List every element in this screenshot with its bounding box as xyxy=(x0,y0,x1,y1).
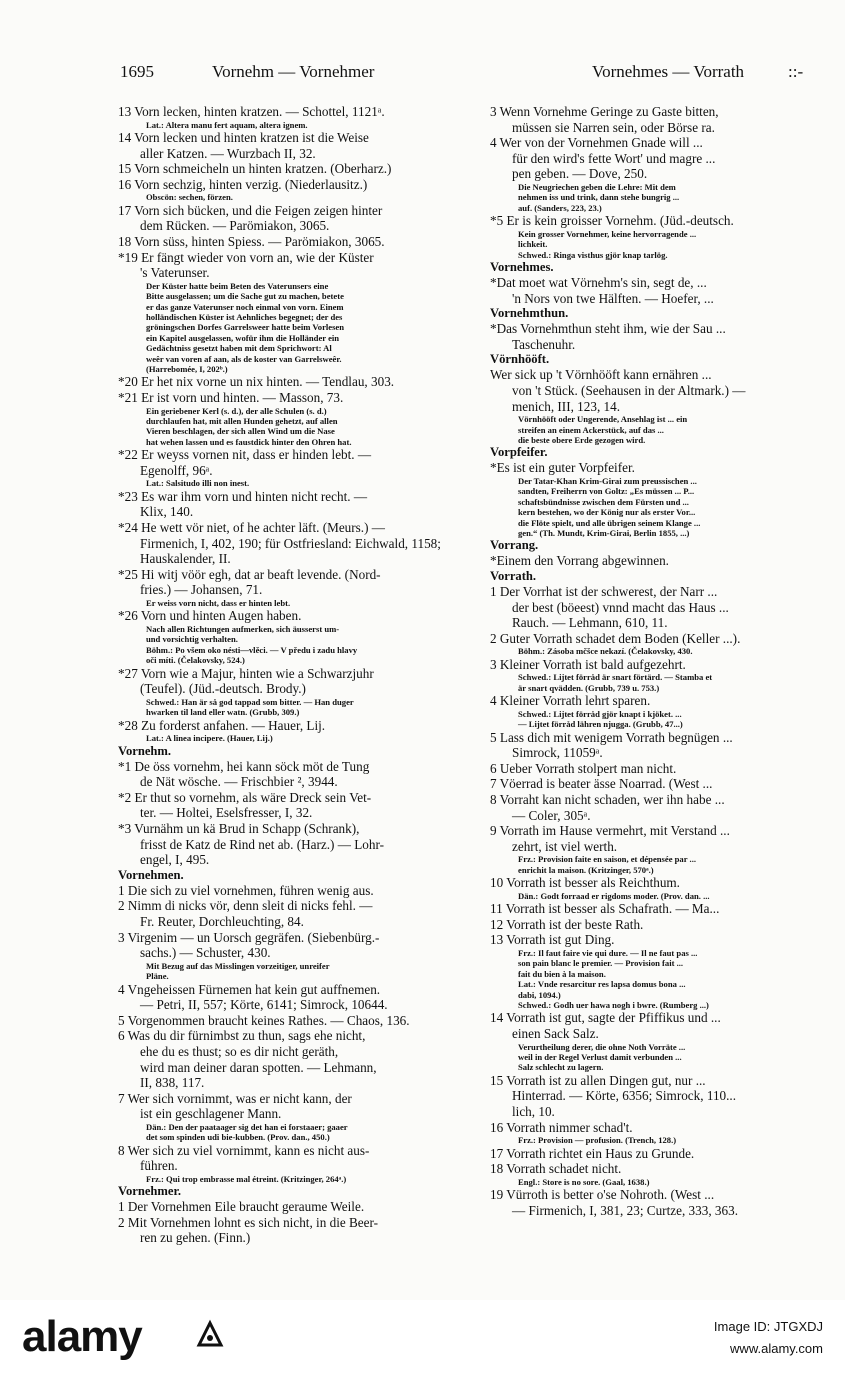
alamy-logo-icon xyxy=(196,1320,224,1348)
proverb-line: 2 Guter Vorrath schadet dem Boden (Keller ...). xyxy=(490,630,741,646)
proverb-entry xyxy=(490,693,825,729)
proverb-line: *21 Er ist vorn und hinten. — Masson, 73. xyxy=(118,390,344,405)
note-line: weil in der Regel Verlust damit verbunden ... xyxy=(518,1051,682,1062)
proverb-line: engel, I, 495. xyxy=(140,852,210,868)
proverb-line: 's Vaterunser. xyxy=(140,265,210,281)
proverb-entry xyxy=(118,104,484,130)
proverb-line: 1 Der Vorrhat ist der schwerest, der Narr ... xyxy=(490,584,718,599)
proverb-line: *19 Er fängt wieder von vorn an, wie der Küster xyxy=(118,249,374,265)
section-heading: Vorrath. xyxy=(490,569,537,583)
proverb-entry xyxy=(118,390,484,447)
note-line: gen.“ (Th. Mundt, Krim-Girai, Berlin 1855, ...) xyxy=(518,528,690,538)
note-line: Verurtheilung derer, die ohne Noth Vorräte ... xyxy=(518,1041,686,1052)
note-line: Frz.: Qui trop embrasse mal étreint. (Kritzinger, 264ᵃ.) xyxy=(146,1173,347,1184)
note-line: — Lijtet förråd lähren njugga. (Grubb, 47...) xyxy=(518,719,683,730)
proverb-entry xyxy=(118,1215,484,1246)
proverb-entry xyxy=(490,792,825,823)
note-line: son pain blanc le premier. — Provision fait ... xyxy=(518,958,684,969)
section-heading: Vorpfeifer. xyxy=(490,445,548,460)
note-line: Obscön: sechen, förzen. xyxy=(146,192,233,203)
proverb-entry xyxy=(118,1143,484,1185)
note-line: lichkeit. xyxy=(518,239,548,250)
right-column xyxy=(490,104,825,1234)
note-line: gröningschen Dorfes Garrelsweer hatte beim Vorlesen xyxy=(146,322,345,333)
proverb-line: menich, III, 123, 14. xyxy=(512,398,621,414)
note-line: Frz.: Provision faite en saison, et dépensée par ... xyxy=(518,854,696,865)
proverb-entry xyxy=(118,898,484,929)
note-line: (Harrebomée, I, 202ᵇ.) xyxy=(146,364,228,374)
proverb-line: 8 Wer sich zu viel vornimmt, kann es nicht aus- xyxy=(118,1142,370,1158)
proverb-entry xyxy=(118,759,484,790)
proverb-entry xyxy=(118,883,484,899)
note-line: streifen an einem Ackerstück, auf das ... xyxy=(518,424,664,435)
note-line: Lat.: Altera manu fert aquam, altera ignem. xyxy=(146,119,308,130)
section-heading-entry xyxy=(490,306,825,321)
note-line: Lat.: Vnde resarcitur res lapsa domus bona ... xyxy=(518,979,686,990)
proverb-line: 10 Vorrath ist besser als Reichthum. xyxy=(490,875,680,891)
running-header xyxy=(120,62,821,88)
proverb-line: fries.) — Johansen, 71. xyxy=(140,582,263,598)
proverb-line: 5 Lass dich mit wenigem Vorrath begnügen ... xyxy=(490,729,733,745)
proverb-line: Taschenuhr. xyxy=(512,336,576,352)
proverb-line: 15 Vorn schmeicheln un hinten kratzen. (Oberharz.) xyxy=(118,161,392,177)
proverb-entry xyxy=(490,875,825,901)
proverb-entry xyxy=(118,1013,484,1029)
proverb-line: Simrock, 11059ᵃ. xyxy=(512,745,603,761)
proverb-entry xyxy=(118,790,484,821)
proverb-line: 14 Vorn lecken und hinten kratzen ist die Weise xyxy=(118,130,369,145)
proverb-line: Hinterrad. — Körte, 6356; Simrock, 110... xyxy=(512,1088,737,1104)
note-line: Gedächtniss gesetzt haben mit dem Sprichwort: Al xyxy=(146,343,332,354)
proverb-line: *22 Er weyss vornen nit, dass er hinden lebt. — xyxy=(118,447,372,463)
proverb-line: II, 838, 117. xyxy=(140,1075,205,1091)
note-line: oči míti. (Čelakovsky, 524.) xyxy=(146,655,245,666)
note-line: Pläne. xyxy=(146,971,169,982)
note-line: Salz schlecht zu lagern. xyxy=(518,1062,604,1073)
note-line: Ein geriebener Kerl (s. d.), der alle Schulen (s. d.) xyxy=(146,405,327,416)
proverb-line: Hauskalender, II. xyxy=(140,551,231,567)
section-heading-entry xyxy=(118,744,484,759)
proverb-line: 15 Vorrath ist zu allen Dingen gut, nur ... xyxy=(490,1072,706,1088)
proverb-line: 16 Vorn sechzig, hinten verzig. (Niederlausitz.) xyxy=(118,176,368,192)
proverb-line: 6 Ueber Vorrath stolpert man nicht. xyxy=(490,760,677,776)
proverb-entry xyxy=(118,520,484,567)
proverb-line: 9 Vorrath im Hause vermehrt, mit Verstand ... xyxy=(490,823,730,839)
section-heading-entry xyxy=(490,538,825,553)
proverb-line: pen geben. — Dove, 250. xyxy=(512,166,648,182)
proverb-entry xyxy=(118,161,484,177)
proverb-entry xyxy=(118,821,484,868)
note-line: Schwed.: Lijtet förråd gjör knapt i kjöket. ... xyxy=(518,708,682,719)
proverb-line: *27 Vorn wie a Majur, hinten wie a Schwarzjuhr xyxy=(118,665,374,681)
note-line: Der Küster hatte beim Beten des Vaterunsers eine xyxy=(146,280,329,291)
proverb-entry xyxy=(490,213,825,260)
proverb-line: — Firmenich, I, 381, 23; Curtze, 333, 363. xyxy=(512,1202,738,1218)
proverb-entry xyxy=(118,1199,484,1215)
proverb-entry xyxy=(490,631,825,657)
proverb-entry xyxy=(490,1073,825,1120)
note-line: Lat.: A linea incipere. (Hauer, Lij.) xyxy=(146,733,273,744)
proverb-line: 8 Vorraht kan nicht schaden, wer ihn habe ... xyxy=(490,791,725,807)
proverb-line: *25 Hi witj vöör egh, dat ar beaft levende. (Nord- xyxy=(118,566,381,582)
proverb-entry xyxy=(118,203,484,234)
proverb-line: aller Katzen. — Wurzbach II, 32. xyxy=(140,145,316,161)
proverb-entry xyxy=(490,932,825,1010)
proverb-line: *5 Er is kein groisser Vornehm. (Jüd.-deutsch. xyxy=(490,213,734,229)
note-line: Engl.: Store is no sore. (Gaal, 1638.) xyxy=(518,1176,650,1187)
note-line: det som spinden udi bie-kubben. (Prov. dan., 450.) xyxy=(146,1132,330,1143)
proverb-line: *26 Vorn und hinten Augen haben. xyxy=(118,608,302,624)
note-line: nehmen iss und trink, dann stehe bungrig ... xyxy=(518,192,680,203)
note-line: Böhm.: Zásoba mčšce nekazí. (Čelakovsky, 430. xyxy=(518,646,693,657)
proverb-entry xyxy=(118,234,484,250)
proverb-entry xyxy=(490,104,825,135)
note-line: Frz.: Il faut faire vie qui dure. — Il ne faut pas ... xyxy=(518,947,698,958)
proverb-line: 7 Vöerrad is beater ässe Noarrad. (West ... xyxy=(490,776,713,792)
proverb-entry xyxy=(490,1120,825,1146)
section-heading: Vörnhööft. xyxy=(490,352,550,367)
proverb-line: *1 De öss vornehm, hei kann söck möt de Tung xyxy=(118,758,370,774)
note-line: Er weiss vorn nicht, dass er hinten lebt. xyxy=(146,597,291,608)
note-line: weêr van voren af aan, als de koster van Garrelsweêr. xyxy=(146,353,342,364)
proverb-line: 3 Virgenim — un Uorsch gegräfen. (Siebenbürg.- xyxy=(118,929,380,945)
note-line: Mit Bezug auf das Misslingen vorzeitiger, unreifer xyxy=(146,960,330,971)
proverb-line: Firmenich, I, 402, 190; für Ostfriesland: Eichwald, 1158; xyxy=(140,535,441,551)
note-line: Kein grosser Vornehmer, keine hervorragende ... xyxy=(518,228,697,239)
header-left-title: Vornehm — Vornehmer xyxy=(212,62,375,81)
note-line: kern bestehen, wo der König nur als erster Vor... xyxy=(518,507,696,518)
note-line: holländischen Küster ist Aehnliches begegnet; der des xyxy=(146,311,343,322)
proverb-line: ren zu gehen. (Finn.) xyxy=(140,1230,251,1246)
proverb-line: 11 Vorrath ist besser als Schafrath. — Ma... xyxy=(490,901,720,917)
proverb-line: 14 Vorrath ist gut, sagte der Pfiffikus und ... xyxy=(490,1010,721,1026)
proverb-line: Klix, 140. xyxy=(140,504,194,520)
section-heading-entry xyxy=(118,868,484,883)
proverb-entry xyxy=(490,460,825,538)
proverb-line: 13 Vorrath ist gut Ding. xyxy=(490,932,615,948)
proverb-line: 4 Wer von der Vornehmen Gnade will ... xyxy=(490,135,703,151)
proverb-line: 3 Kleiner Vorrath ist bald aufgezehrt. xyxy=(490,656,686,672)
proverb-entry xyxy=(118,177,484,203)
left-column xyxy=(118,104,484,1246)
proverb-entry xyxy=(490,730,825,761)
proverb-entry xyxy=(490,1010,825,1072)
proverb-entry xyxy=(118,374,484,390)
note-line: Lat.: Salsitudo illi non inest. xyxy=(146,478,250,489)
proverb-line: frisst de Katz de Rind net ab. (Harz.) — Lohr- xyxy=(140,836,384,852)
note-line: Bitte ausgelassen; um die Sache gut zu machen, betete xyxy=(146,291,344,302)
proverb-entry xyxy=(118,982,484,1013)
proverb-line: wird man deiner daran spotten. — Lehmann, xyxy=(140,1059,377,1075)
note-line: enrichit la maison. (Kritzinger, 570ᵃ.) xyxy=(518,864,654,875)
proverb-line: *23 Es war ihm vorn und hinten nicht recht. — xyxy=(118,488,368,504)
note-line: ein Kapitel ausgelassen, wofür ihm die Holländer ein xyxy=(146,332,340,343)
proverb-line: de Nät wösche. — Frischbier ², 3944. xyxy=(140,774,338,790)
proverb-line: 1 Der Vornehmen Eile braucht geraume Weile. xyxy=(118,1199,365,1215)
proverb-line: 18 Vorrath schadet nicht. xyxy=(490,1161,622,1177)
proverb-entry xyxy=(490,823,825,875)
proverb-line: 4 Vngeheissen Fürnemen hat kein gut auffnemen. xyxy=(118,981,381,997)
section-heading: Vornehmer. xyxy=(118,1184,182,1199)
proverb-entry xyxy=(118,1091,484,1143)
section-heading-entry xyxy=(490,352,825,367)
proverb-line: ehe du es thust; so es dir nicht geräth, xyxy=(140,1043,339,1059)
proverb-line: *Das Vornehmthun steht ihm, wie der Sau ... xyxy=(490,321,726,337)
proverb-entry xyxy=(118,130,484,161)
proverb-line: 2 Mit Vornehmen lohnt es sich nicht, in die Beer- xyxy=(118,1214,379,1230)
image-id: Image ID: JTGXDJ xyxy=(713,1319,823,1334)
note-line: Die Neugriechen geben die Lehre: Mit dem xyxy=(518,181,676,192)
proverb-entry xyxy=(118,1028,484,1090)
note-line: Dän.: Den der paataager sig det han ei forstaaer; gaaer xyxy=(146,1121,348,1132)
proverb-line: von 't Stück. (Seehausen in der Altmark.) — xyxy=(512,382,746,398)
proverb-line: *Einem den Vorrang abgewinnen. xyxy=(490,553,669,569)
proverb-line: 6 Was du dir fürnimbst zu thun, sags ehe nicht, xyxy=(118,1028,366,1044)
note-line: die Flöte spielt, und alle übrigen seinem Klange ... xyxy=(518,517,701,528)
note-line: hwarken til land eller watn. (Grubb, 309.) xyxy=(146,707,300,718)
proverb-entry xyxy=(490,367,825,445)
note-line: dabi, 1094.) xyxy=(518,989,561,1000)
proverb-line: dem Rücken. — Parömiakon, 3065. xyxy=(140,218,330,234)
section-heading-entry xyxy=(490,445,825,460)
proverb-entry xyxy=(490,1187,825,1218)
section-heading: Vornehm. xyxy=(118,743,172,758)
section-heading-entry xyxy=(490,569,825,584)
proverb-line: sachs.) — Schuster, 430. xyxy=(140,945,271,961)
note-line: Dän.: Godt forraad er rigdoms moder. (Prov. dan. ... xyxy=(518,890,710,901)
proverb-line: 13 Vorn lecken, hinten kratzen. — Schottel, 1121ᵃ. xyxy=(118,104,385,119)
note-line: Schwed.: Godh uer hawa nogh i bwre. (Rumberg ...) xyxy=(518,999,709,1010)
note-line: sandten, Freiherrn von Goltz: „Es müssen ... P... xyxy=(518,486,695,497)
note-line: hat wehen lassen und es faustdick hinter den Ohren hat. xyxy=(146,436,352,447)
proverb-line: der best (böeest) vnnd macht das Haus ... xyxy=(512,599,729,615)
note-line: Böhm.: Po všem oko nésti—vlěci. — V předu i zadu hlavy xyxy=(146,644,358,655)
proverb-line: führen. xyxy=(140,1158,178,1174)
proverb-entry xyxy=(490,275,825,306)
proverb-line: 3 Wenn Vornehme Geringe zu Gaste bitten, xyxy=(490,104,719,119)
section-heading: Vorrang. xyxy=(490,538,539,553)
note-line: auf. (Sanders, 223, 23.) xyxy=(518,202,602,213)
proverb-line: — Coler, 305ᵃ. xyxy=(512,807,591,823)
note-line: Nach allen Richtungen aufmerken, sich äusserst um- xyxy=(146,623,340,634)
proverb-line: lich, 10. xyxy=(512,1103,555,1119)
proverb-line: zehrt, ist viel werth. xyxy=(512,838,618,854)
proverb-entry xyxy=(490,1161,825,1187)
note-line: schaftsbündnisse zwischen dem Fürsten und ... xyxy=(518,496,689,507)
proverb-line: Wer sick up 't Vörnhööft kann ernähren ... xyxy=(490,367,712,383)
proverb-entry xyxy=(118,666,484,718)
proverb-entry xyxy=(118,489,484,520)
proverb-line: 17 Vorrath richtet ein Haus zu Grunde. xyxy=(490,1145,695,1161)
proverb-entry xyxy=(490,761,825,777)
proverb-line: ist ein geschlagener Mann. xyxy=(140,1106,282,1122)
site-url: www.alamy.com xyxy=(730,1341,823,1356)
page-number: 1695 xyxy=(120,62,154,81)
proverb-line: 17 Vorn sich bücken, und die Feigen zeigen hinter xyxy=(118,202,383,218)
note-line: fait du bien à la maison. xyxy=(518,968,606,979)
note-line: Der Tatar-Khan Krim-Girai zum preussischen ... xyxy=(518,475,697,486)
header-right-extra: ::- xyxy=(788,62,804,81)
image-id-block xyxy=(714,1316,823,1360)
proverb-entry xyxy=(118,567,484,609)
proverb-entry xyxy=(490,917,825,933)
proverb-entry xyxy=(118,718,484,744)
proverb-line: *2 Er thut so vornehm, als wäre Dreck sein Vet- xyxy=(118,789,372,805)
proverb-line: *Dat moet wat Vörnehm's sin, segt de, ... xyxy=(490,275,707,290)
header-right-title: Vornehmes — Vorrath xyxy=(592,62,745,81)
proverb-entry xyxy=(490,657,825,693)
proverb-line: 'n Nors von twe Hälften. — Hoefer, ... xyxy=(512,290,714,306)
note-line: Vieren beschlagen, der sich allen Wind um die Nase xyxy=(146,426,335,437)
proverb-line: *3 Vurnähm un kä Brud in Schapp (Schrank), xyxy=(118,820,360,836)
proverb-entry xyxy=(490,321,825,352)
proverb-line: *Es ist ein guter Vorpfeifer. xyxy=(490,460,635,476)
proverb-line: — Petri, II, 557; Körte, 6141; Simrock, 10644. xyxy=(140,997,388,1013)
note-line: Schwed.: Lijtet förråd är snart förtärd. — Stamba et xyxy=(518,672,713,683)
proverb-entry xyxy=(490,901,825,917)
note-line: er das ganze Vaterunser noch einmal von vorn. Einem xyxy=(146,301,344,312)
proverb-line: 19 Vürroth is better o'se Nohroth. (West ... xyxy=(490,1187,715,1203)
proverb-line: 18 Vorn süss, hinten Spiess. — Parömiakon, 3065. xyxy=(118,233,385,249)
proverb-line: für den wird's fette Wort' und magre ... xyxy=(512,150,716,166)
note-line: Schwed.: Han är så god tappad som bitter. — Han duger xyxy=(146,696,354,707)
proverb-line: müssen sie Narren sein, oder Börse ra. xyxy=(512,119,715,135)
note-line: und vorsichtig verhalten. xyxy=(146,634,238,645)
note-line: Frz.: Provision — profusion. (Trench, 128.) xyxy=(518,1135,677,1146)
proverb-line: (Teufel). (Jüd.-deutsch. Brody.) xyxy=(140,681,306,697)
proverb-line: 7 Wer sich vornimmt, was er nicht kann, der xyxy=(118,1090,352,1106)
proverb-line: Fr. Reuter, Dorchleuchting, 84. xyxy=(140,913,304,929)
proverb-entry xyxy=(490,553,825,569)
proverb-line: einen Sack Salz. xyxy=(512,1025,599,1041)
brand-logo: alamy xyxy=(22,1312,142,1361)
proverb-line: 12 Vorrath ist der beste Rath. xyxy=(490,916,644,932)
proverb-line: 5 Vorgenommen braucht keines Rathes. — Chaos, 136. xyxy=(118,1012,410,1028)
proverb-entry xyxy=(490,1146,825,1162)
note-line: die beste obere Erde gezogen wird. xyxy=(518,434,646,445)
proverb-entry xyxy=(118,608,484,665)
proverb-line: 1 Die sich zu viel vornehmen, führen wenig aus. xyxy=(118,882,374,898)
section-heading: Vornehmthun. xyxy=(490,306,569,321)
note-line: durchlaufen hat, mit allen Hunden gehetzt, auf allen xyxy=(146,416,338,426)
proverb-line: *20 Er het nix vorne un nix hinten. — Tendlau, 303. xyxy=(118,374,395,390)
proverb-entry xyxy=(118,447,484,489)
proverb-line: *24 He wett vör niet, of he achter läft. (Meurs.) — xyxy=(118,520,385,535)
proverb-line: Rauch. — Lehmann, 610, 11. xyxy=(512,615,668,631)
section-heading: Vornehmen. xyxy=(118,867,184,882)
note-line: Vörnhööft oder Ungerende, Ansehlag ist ... ein xyxy=(518,414,688,425)
proverb-line: 2 Nimm di nicks vör, denn sleit di nicks fehl. — xyxy=(118,898,373,914)
proverb-line: Egenolff, 96ᵃ. xyxy=(140,462,213,478)
note-line: är snart qvädden. (Grubb, 739 u. 753.) xyxy=(518,682,660,693)
note-line: Schwed.: Ringa visthus gjör knap tarlög. xyxy=(518,249,668,260)
proverb-entry xyxy=(490,135,825,213)
proverb-line: 16 Vorrath nimmer schad't. xyxy=(490,1119,633,1135)
section-heading-entry xyxy=(490,260,825,275)
proverb-line: 4 Kleiner Vorrath lehrt sparen. xyxy=(490,693,651,709)
proverb-entry xyxy=(490,584,825,631)
proverb-line: *28 Zu forderst anfahen. — Hauer, Lij. xyxy=(118,717,326,733)
proverb-entry xyxy=(490,776,825,792)
proverb-entry xyxy=(118,930,484,982)
section-heading: Vornehmes. xyxy=(490,260,554,274)
proverb-line: ter. — Holtei, Eselsfresser, I, 32. xyxy=(140,805,313,821)
section-heading-entry xyxy=(118,1184,484,1199)
proverb-entry xyxy=(118,250,484,375)
